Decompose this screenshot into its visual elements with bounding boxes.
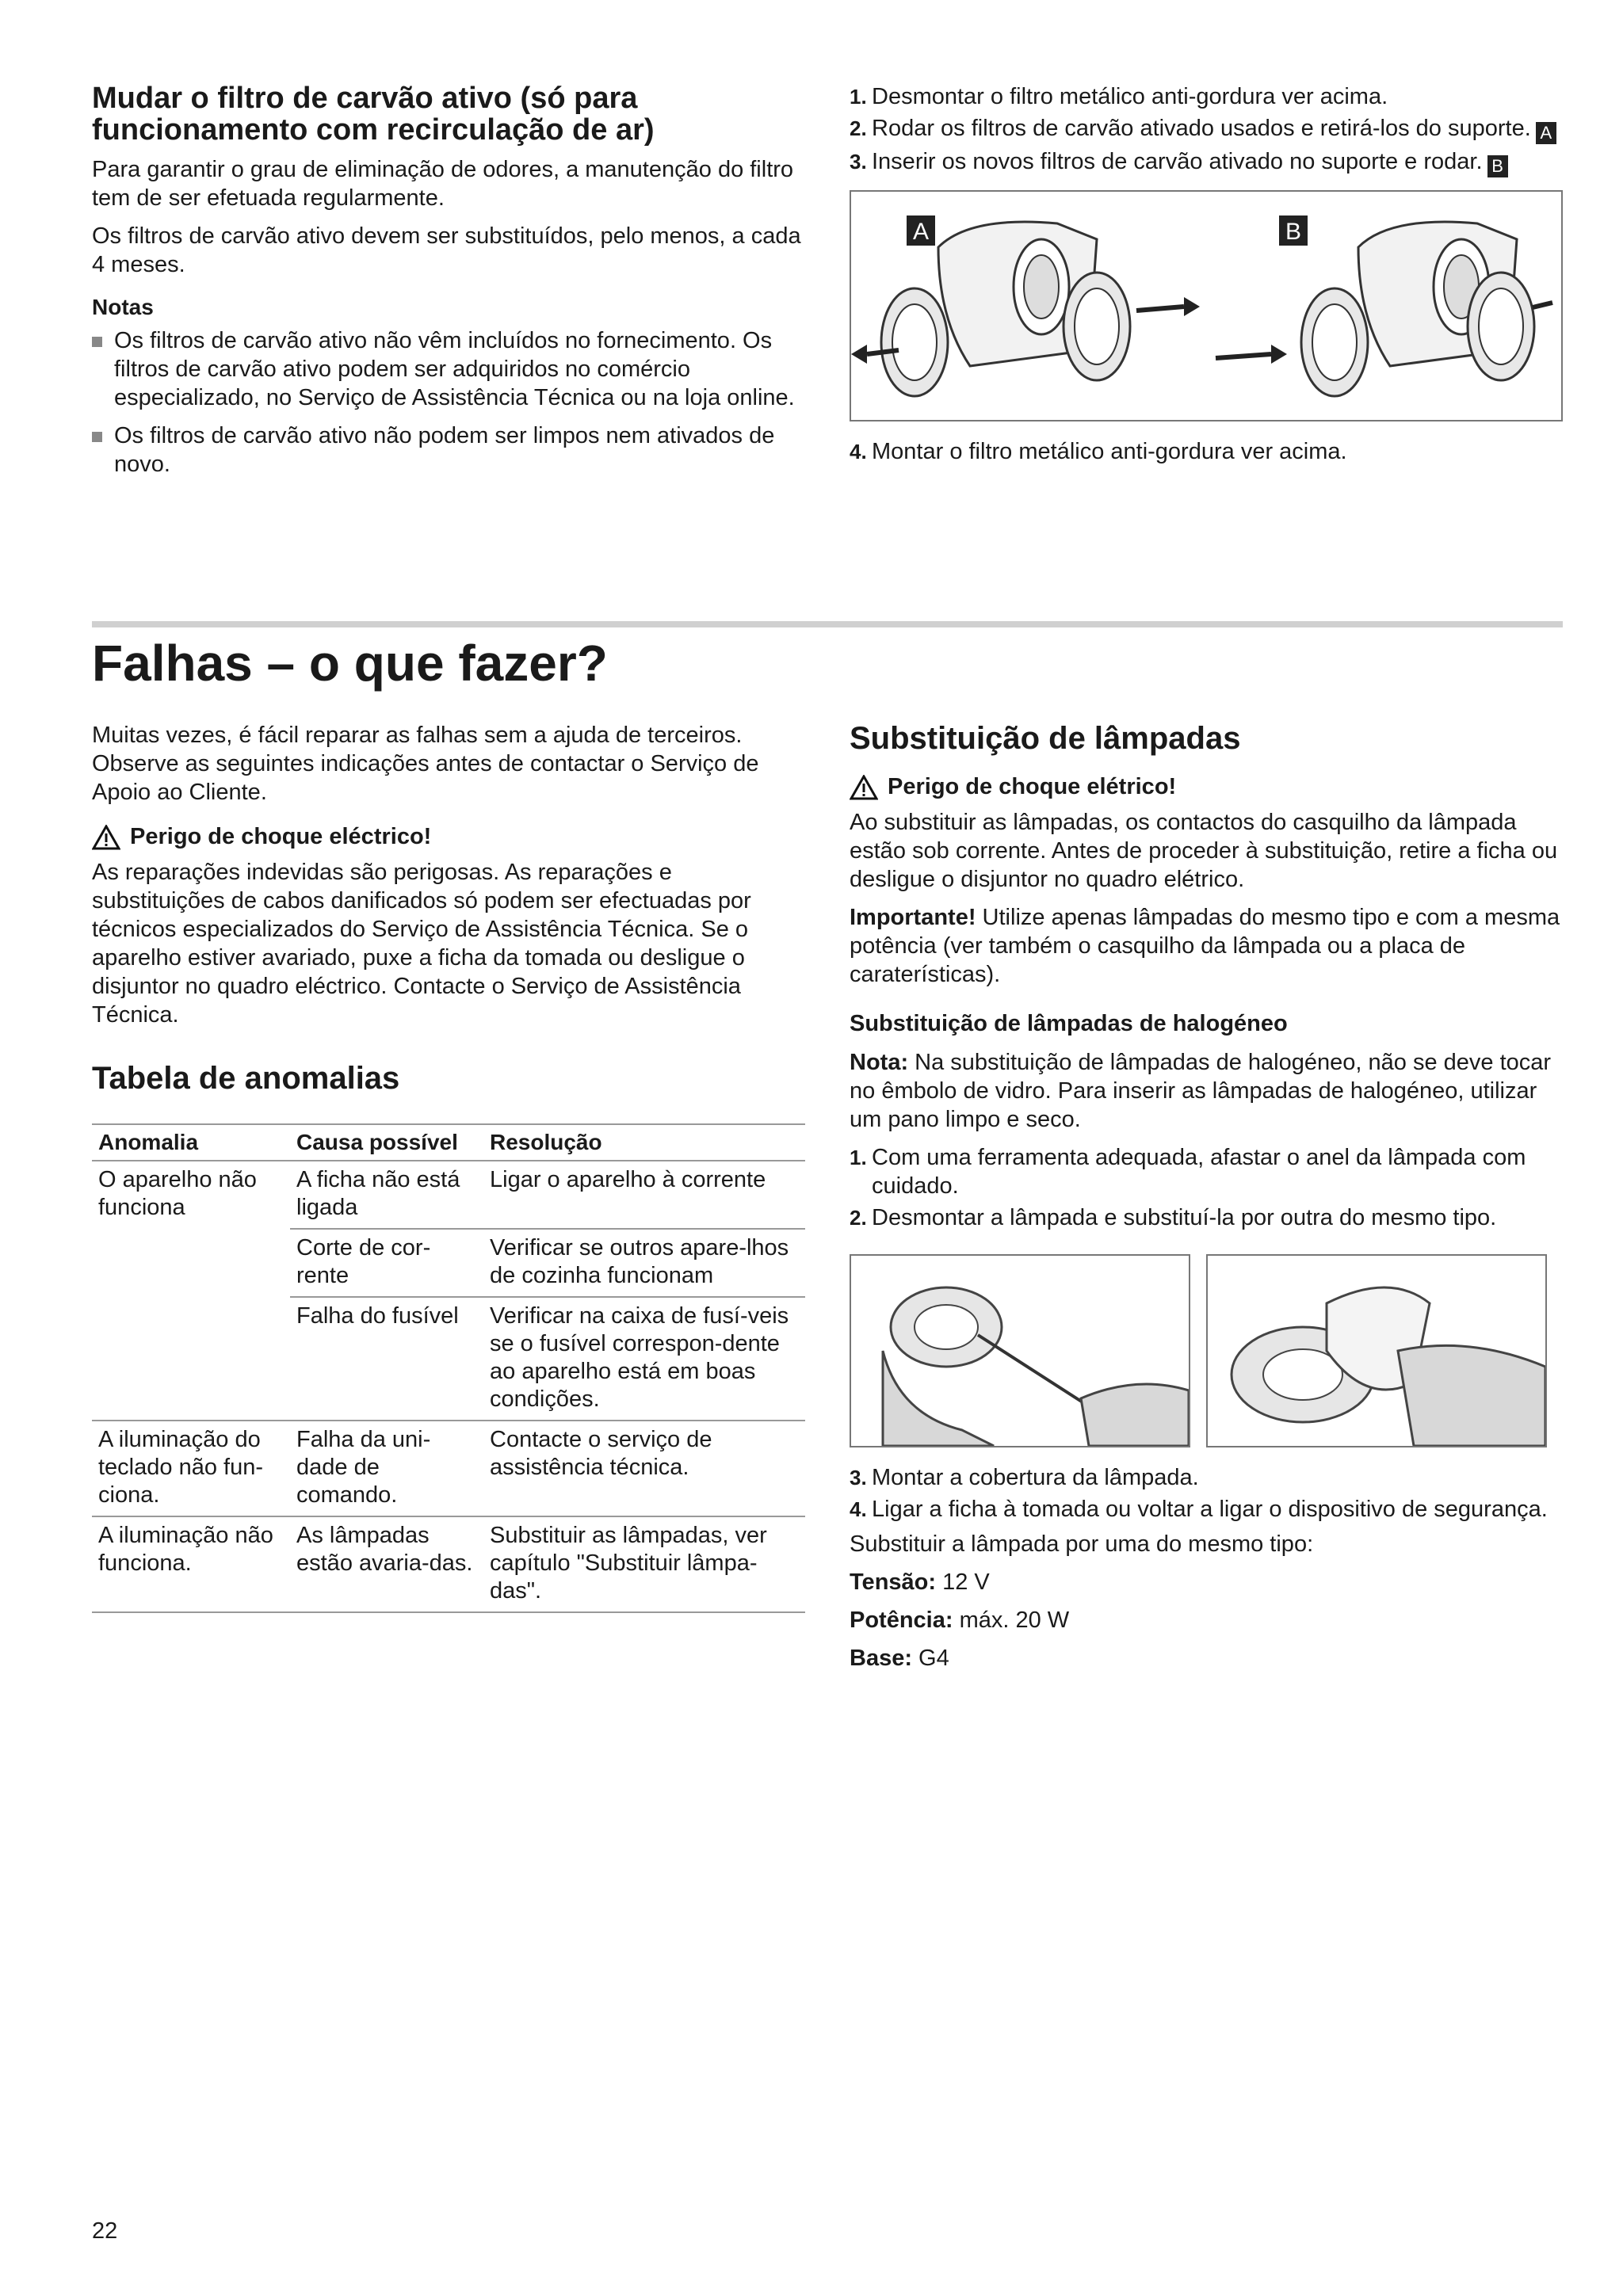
filter-steps-end	[850, 437, 1563, 466]
important-text: Utilize apenas lâmpadas do mesmo tipo e com a mesma potência (ver também o casquilho da lâmpada ou a placa de caraterísticas).	[850, 905, 1560, 987]
step-text: Desmontar a lâmpada e substituí-la por outra do mesmo tipo.	[872, 1205, 1497, 1230]
step-text: Montar a cobertura da lâmpada.	[872, 1465, 1199, 1490]
spec-label: Base:	[850, 1646, 912, 1671]
cell-issue: A iluminação do teclado não fun-ciona.	[92, 1421, 290, 1516]
cell-cause: Falha da uni-dade de comando.	[290, 1421, 483, 1516]
section-divider	[92, 621, 1563, 627]
step-text: Montar o filtro metálico anti-gordura ver acima.	[872, 439, 1347, 464]
column-header-resolution: Resolução	[483, 1124, 805, 1161]
halogen-heading: Substituição de lâmpadas de halogéneo	[850, 1011, 1288, 1036]
step-item	[850, 82, 1563, 111]
warning-heading	[92, 824, 805, 850]
cell-fix: Verificar se outros apare-lhos de cozinha funcionam	[483, 1229, 805, 1297]
cell-cause: A ficha não está ligada	[290, 1161, 483, 1229]
lamp-removal-photo	[850, 1254, 1190, 1447]
warning-title: Perigo de choque eléctrico!	[130, 824, 432, 849]
filter-section-steps	[850, 82, 1563, 469]
cell-fix: Ligar o aparelho à corrente	[483, 1161, 805, 1229]
step-item	[850, 1143, 1563, 1200]
step-number: 2.	[850, 1206, 867, 1230]
lamp-replacement-photo	[1206, 1254, 1547, 1447]
figure-tag: A	[1536, 122, 1556, 144]
spec-value: G4	[912, 1646, 949, 1671]
note-item	[92, 326, 805, 412]
step-text: Rodar os filtros de carvão ativado usados e retirá-los do suporte.	[872, 116, 1531, 141]
filter-illustration	[850, 190, 1563, 421]
spec-power	[850, 1606, 1563, 1634]
lamp-section-title: Substituição de lâmpadas	[850, 721, 1241, 756]
filter-steps	[850, 82, 1563, 177]
step-text: Com uma ferramenta adequada, afastar o anel da lâmpada com cuidado.	[872, 1145, 1526, 1199]
anomaly-table-title: Tabela de anomalias	[92, 1061, 400, 1096]
lamp-warning-text: Ao substituir as lâmpadas, os contactos do casquilho da lâmpada estão sob corrente. Antes de proceder à substituição, retire a ficha ou desligue o disjuntor no quadro elétrico.	[850, 810, 1558, 892]
warning-heading	[850, 774, 1563, 800]
filter-section-intro	[92, 82, 805, 488]
cell-issue: O aparelho não funciona	[98, 1167, 257, 1220]
lamp-cloth-illustration	[1208, 1256, 1545, 1446]
step-text: Inserir os novos filtros de carvão ativado no suporte e rodar.	[872, 149, 1483, 174]
note-item	[92, 421, 805, 479]
table-row	[92, 1297, 805, 1421]
filter-section-title: Mudar o filtro de carvão ativo (só para funcionamento com recirculação de ar)	[92, 82, 655, 147]
anomaly-table	[92, 1123, 805, 1613]
step-item	[850, 147, 1563, 177]
spec-value: 12 V	[936, 1569, 990, 1595]
important-note	[850, 903, 1563, 989]
spec-label: Potência:	[850, 1608, 953, 1633]
step-item	[850, 1203, 1563, 1232]
column-header-anomaly: Anomalia	[92, 1124, 290, 1161]
filter-para-2: Os filtros de carvão ativo devem ser substituídos, pelo menos, a cada 4 meses.	[92, 223, 801, 277]
step-text: Ligar a ficha à tomada ou voltar a ligar o dispositivo de segurança.	[872, 1497, 1548, 1522]
warning-title: Perigo de choque elétrico!	[888, 774, 1177, 799]
cell-fix: Verificar na caixa de fusí-veis se o fusível correspon-dente ao aparelho está em boas condições.	[483, 1297, 805, 1421]
step-item	[850, 114, 1563, 144]
lamp-photos	[850, 1254, 1563, 1447]
step-text: Desmontar o filtro metálico anti-gordura ver acima.	[872, 84, 1388, 109]
figure-tag: B	[1487, 155, 1508, 177]
table-row	[92, 1229, 805, 1297]
lamp-section	[850, 721, 1563, 1682]
step-item	[850, 437, 1563, 466]
step-number: 1.	[850, 1146, 867, 1169]
cell-fix: Substituir as lâmpadas, ver capítulo "Substituir lâmpa-das".	[483, 1516, 805, 1612]
table-row	[92, 1516, 805, 1612]
faults-section	[92, 721, 805, 1613]
halogen-note	[850, 1048, 1563, 1134]
notes-heading: Notas	[92, 295, 154, 319]
filter-rotation-illustration	[851, 192, 1561, 420]
warning-triangle-icon	[92, 825, 120, 850]
bullet-icon	[92, 432, 102, 442]
column-header-cause: Causa possível	[290, 1124, 483, 1161]
table-row	[92, 1161, 805, 1229]
replace-instruction: Substituir a lâmpada por uma do mesmo tipo:	[850, 1531, 1314, 1557]
step-number: 3.	[850, 1466, 867, 1489]
lamp-ring-tool-illustration	[851, 1256, 1189, 1446]
note-label: Nota:	[850, 1050, 909, 1075]
faults-intro: Muitas vezes, é fácil reparar as falhas sem a ajuda de terceiros. Observe as seguintes indicações antes de contactar o Serviço de Apoio ao Cliente.	[92, 723, 759, 805]
note-text: Os filtros de carvão ativo não podem ser limpos nem ativados de novo.	[114, 423, 775, 477]
page-title: Falhas – o que fazer?	[92, 635, 608, 692]
panel-b-label: B	[1285, 219, 1302, 245]
cell-cause: As lâmpadas estão avaria-das.	[290, 1516, 483, 1612]
warning-triangle-icon	[850, 775, 878, 800]
note-text: Os filtros de carvão ativo não vêm incluídos no fornecimento. Os filtros de carvão ativo podem ser adquiridos no comércio especializado, no Serviço de Assistência Técnica ou na loja online.	[114, 328, 795, 410]
filter-para-1: Para garantir o grau de eliminação de odores, a manutenção do filtro tem de ser efetuada regularmente.	[92, 157, 794, 211]
cell-cause: Falha do fusível	[290, 1297, 483, 1421]
step-number: 1.	[850, 85, 867, 109]
spec-voltage	[850, 1568, 1563, 1596]
page-number: 22	[92, 2218, 118, 2244]
warning-text: As reparações indevidas são perigosas. As reparações e substituições de cabos danificados só podem ser efectuadas por técnicos especializados do Serviço de Assistência Técnica. Se o aparelho estiver avariado, puxe a ficha da tomada ou desligue o disjuntor no quadro eléctrico. Contacte o Serviço de Assistência Técnica.	[92, 860, 751, 1028]
notes-list	[92, 326, 805, 479]
cell-issue	[92, 1297, 290, 1421]
step-item	[850, 1495, 1563, 1524]
lamp-steps	[850, 1143, 1563, 1232]
note-text: Na substituição de lâmpadas de halogéneo, não se deve tocar no êmbolo de vidro. Para inserir as lâmpadas de halogéneo, utilizar um pano limpo e seco.	[850, 1050, 1552, 1132]
panel-a-label: A	[912, 219, 930, 245]
cell-issue: A iluminação não funciona.	[92, 1516, 290, 1612]
cell-issue	[92, 1229, 290, 1297]
step-number: 2.	[850, 116, 867, 140]
cell-fix: Contacte o serviço de assistência técnica.	[483, 1421, 805, 1516]
bullet-icon	[92, 337, 102, 347]
step-item	[850, 1463, 1563, 1492]
spec-label: Tensão:	[850, 1569, 937, 1595]
spec-value: máx. 20 W	[953, 1608, 1070, 1633]
spec-base	[850, 1644, 1563, 1672]
important-label: Importante!	[850, 905, 976, 930]
step-number: 4.	[850, 440, 867, 463]
table-header-row	[92, 1124, 805, 1161]
table-row	[92, 1421, 805, 1516]
lamp-steps-final	[850, 1463, 1563, 1524]
step-number: 3.	[850, 150, 867, 174]
cell-cause: Corte de cor-rente	[290, 1229, 483, 1297]
step-number: 4.	[850, 1497, 867, 1521]
